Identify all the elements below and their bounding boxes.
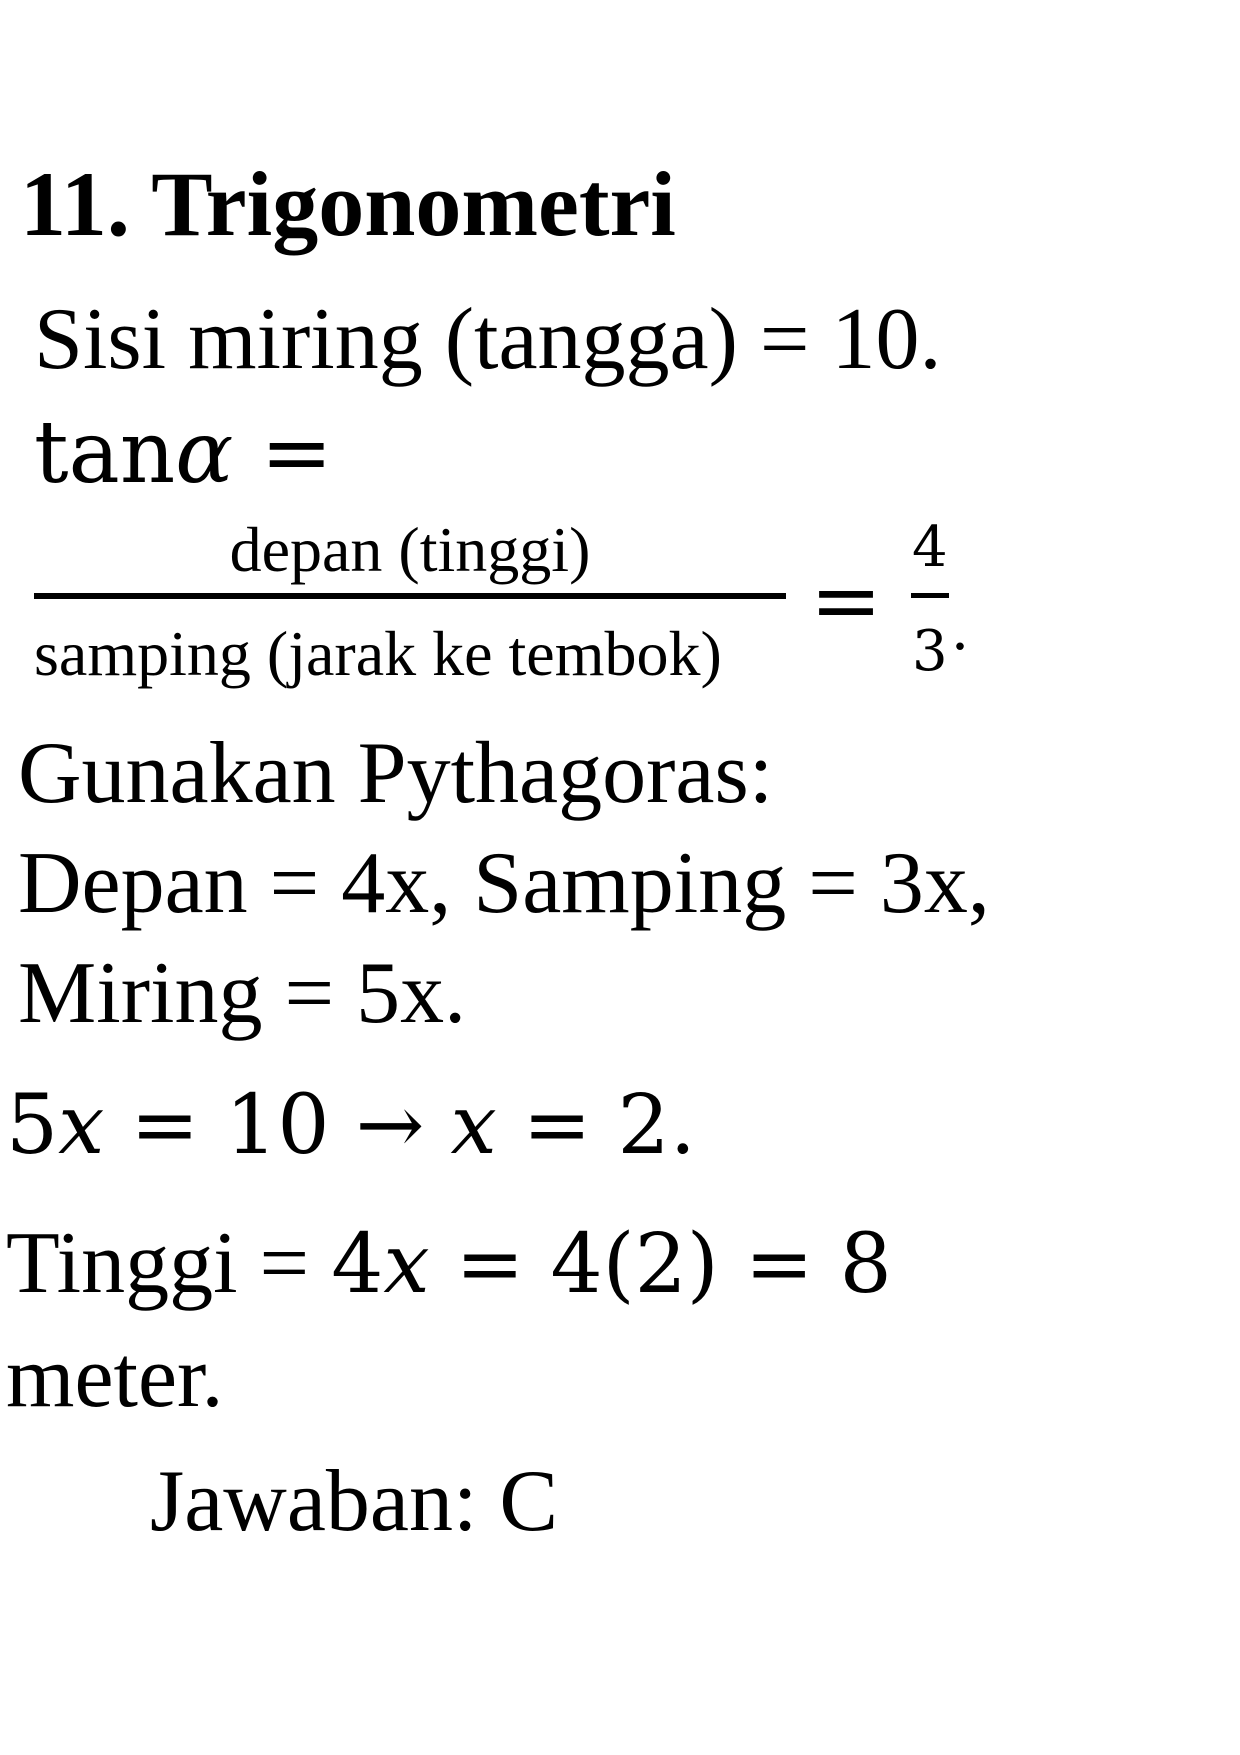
ratio-numerator: 4 — [912, 515, 948, 580]
ratio-period: . — [952, 592, 968, 663]
alpha-symbol: α — [175, 403, 234, 503]
fraction-denominator: samping (jarak ke tembok) — [34, 618, 722, 689]
ratio-denominator: 3 — [912, 619, 948, 684]
ratio-bar — [911, 593, 949, 598]
hypotenuse-statement: Sisi miring (tangga) = 10. — [34, 291, 942, 388]
height-label: Tinggi = — [6, 1215, 332, 1312]
equals-sign: = — [810, 551, 883, 651]
tan-label: tan — [34, 403, 176, 503]
tan-equals: = — [233, 403, 333, 503]
height-unit: meter. — [6, 1329, 224, 1426]
eq-var2: x — [450, 1078, 497, 1173]
fraction-numerator: depan (tinggi) — [229, 514, 591, 585]
eq-var: x — [58, 1078, 105, 1173]
eq-coef: 5 — [6, 1078, 59, 1173]
eq-mid: = 10 → — [104, 1078, 451, 1173]
tan-expression — [34, 403, 333, 503]
height-var: x — [383, 1217, 430, 1312]
height-coef: 4 — [331, 1217, 384, 1312]
miring-line: Miring = 5x. — [18, 945, 467, 1042]
answer-line: Jawaban: C — [150, 1453, 559, 1550]
eq-end: = 2. — [496, 1078, 696, 1173]
height-calculation — [6, 1215, 892, 1312]
sides-line: Depan = 4x, Samping = 3x, — [18, 835, 990, 932]
question-title: 11. Trigonometri — [20, 153, 676, 255]
fraction-bar — [34, 593, 786, 599]
height-rest: = 4(2) = 8 — [429, 1217, 892, 1312]
solve-equation — [6, 1078, 696, 1173]
pythagoras-intro: Gunakan Pythagoras: — [18, 725, 774, 822]
